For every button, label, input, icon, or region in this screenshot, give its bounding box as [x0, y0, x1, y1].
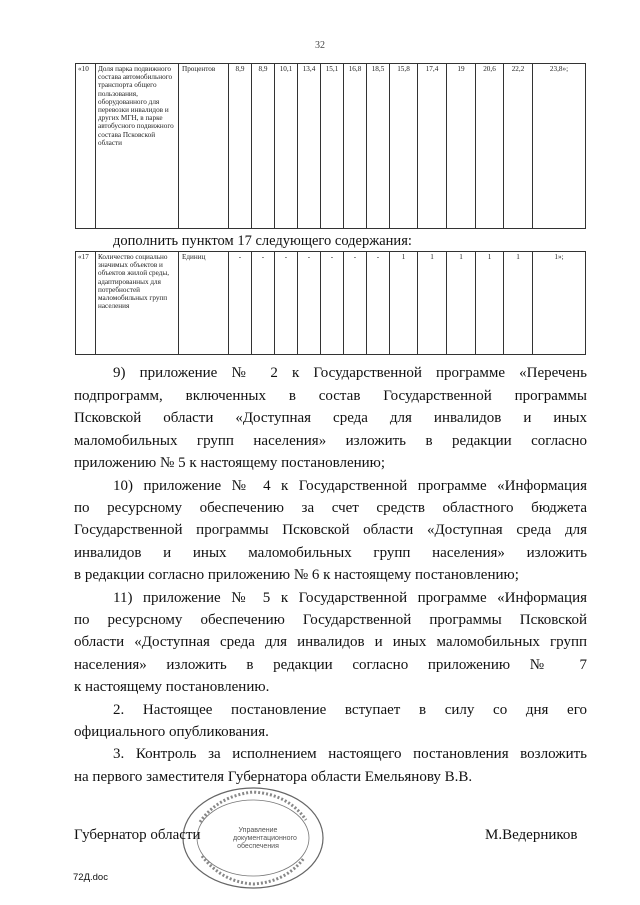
value-cell: 13,4 [298, 64, 321, 229]
paragraph-9-line-4: маломобильных групп населения» изложить в редакции согласно [74, 433, 587, 449]
value-cell: 8,9 [252, 64, 275, 229]
paragraph-9-line-5: приложению № 5 к настоящему постановлению; [74, 455, 386, 471]
value-cell: 10,1 [275, 64, 298, 229]
value-cell: 1 [476, 252, 504, 355]
value-cell: 1»; [533, 252, 586, 355]
signatory-title: Губернатор области [74, 827, 201, 843]
value-cell: 22,2 [504, 64, 533, 229]
add-item-text: дополнить пунктом 17 следующего содержания: [113, 233, 412, 249]
value-cell: 18,5 [367, 64, 390, 229]
value-cell: 1 [504, 252, 533, 355]
value-cell: 16,8 [344, 64, 367, 229]
row-number: «17 [76, 252, 96, 355]
paragraph-9-line-1: 9) приложение № 2 к Государственной программе «Перечень [113, 365, 587, 381]
value-cell: - [367, 252, 390, 355]
paragraph-11-line-5: к настоящему постановлению. [74, 679, 270, 695]
paragraph-3-line-2: на первого заместителя Губернатора области Емельянову В.В. [74, 769, 473, 785]
file-name: 72Д.doc [73, 872, 108, 883]
value-cell: 23,8»; [533, 64, 586, 229]
value-cell: 8,9 [229, 64, 252, 229]
value-cell: 19 [447, 64, 476, 229]
value-cell: - [252, 252, 275, 355]
indicator-name: Количество социально значимых объектов и объектов жилой среды, адаптированных для потребностей маломобильных групп населения [96, 252, 179, 355]
paragraph-10-line-3: Государственной программы Псковской области «Доступная среда для [74, 522, 587, 538]
value-cell: 15,8 [390, 64, 418, 229]
paragraph-3-line-1: 3. Контроль за исполнением настоящего постановления возложить [113, 746, 587, 762]
paragraph-11-line-1: 11) приложение № 5 к Государственной программе «Информация [113, 590, 587, 606]
value-cell: 20,6 [476, 64, 504, 229]
unit-cell: Единиц [179, 252, 229, 355]
unit-cell: Процентов [179, 64, 229, 229]
paragraph-2-line-2: официального опубликования. [74, 724, 269, 740]
paragraph-11-line-2: по ресурсному обеспечению Государственной программы Псковской [74, 612, 587, 628]
value-cell: 15,1 [321, 64, 344, 229]
value-cell: 1 [447, 252, 476, 355]
indicator-table-row-10 [75, 63, 586, 229]
paragraph-2-line-1: 2. Настоящее постановление вступает в силу со дня его [113, 702, 587, 718]
value-cell: 1 [390, 252, 418, 355]
value-cell: 1 [418, 252, 447, 355]
paragraph-9-line-3: Псковской области «Доступная среда для инвалидов и иных [74, 410, 587, 426]
stamp-text: Управление документационного обеспечения [233, 827, 297, 850]
paragraph-10-line-4: инвалидов и иных маломобильных групп населения» изложить [74, 545, 587, 561]
value-cell: - [298, 252, 321, 355]
paragraph-10-line-2: по ресурсному обеспечению за счет средств областного бюджета [74, 500, 587, 516]
paragraph-11-line-3: области «Доступная среда для инвалидов и иных маломобильных групп [74, 634, 587, 650]
value-cell: - [229, 252, 252, 355]
page-number: 32 [315, 40, 325, 51]
indicator-name: Доля парка подвижного состава автомобильного транспорта общего пользования, оборудованного для перевозки инвалидов и других МГН, в парке автобусного подвижного состава Псковской области [96, 64, 179, 229]
indicator-table-row-17 [75, 251, 586, 355]
paragraph-11-line-4: населения» изложить в редакции согласно приложению № 7 [74, 657, 587, 673]
value-cell: - [344, 252, 367, 355]
paragraph-9-line-2: подпрограмм, включенных в состав Государственной программы [74, 388, 587, 404]
value-cell: - [275, 252, 298, 355]
paragraph-10-line-1: 10) приложение № 4 к Государственной программе «Информация [113, 478, 587, 494]
value-cell: 17,4 [418, 64, 447, 229]
row-number: «10 [76, 64, 96, 229]
value-cell: - [321, 252, 344, 355]
paragraph-10-line-5: в редакции согласно приложению № 6 к настоящему постановлению; [74, 567, 519, 583]
signatory-name: М.Ведерников [485, 827, 578, 843]
